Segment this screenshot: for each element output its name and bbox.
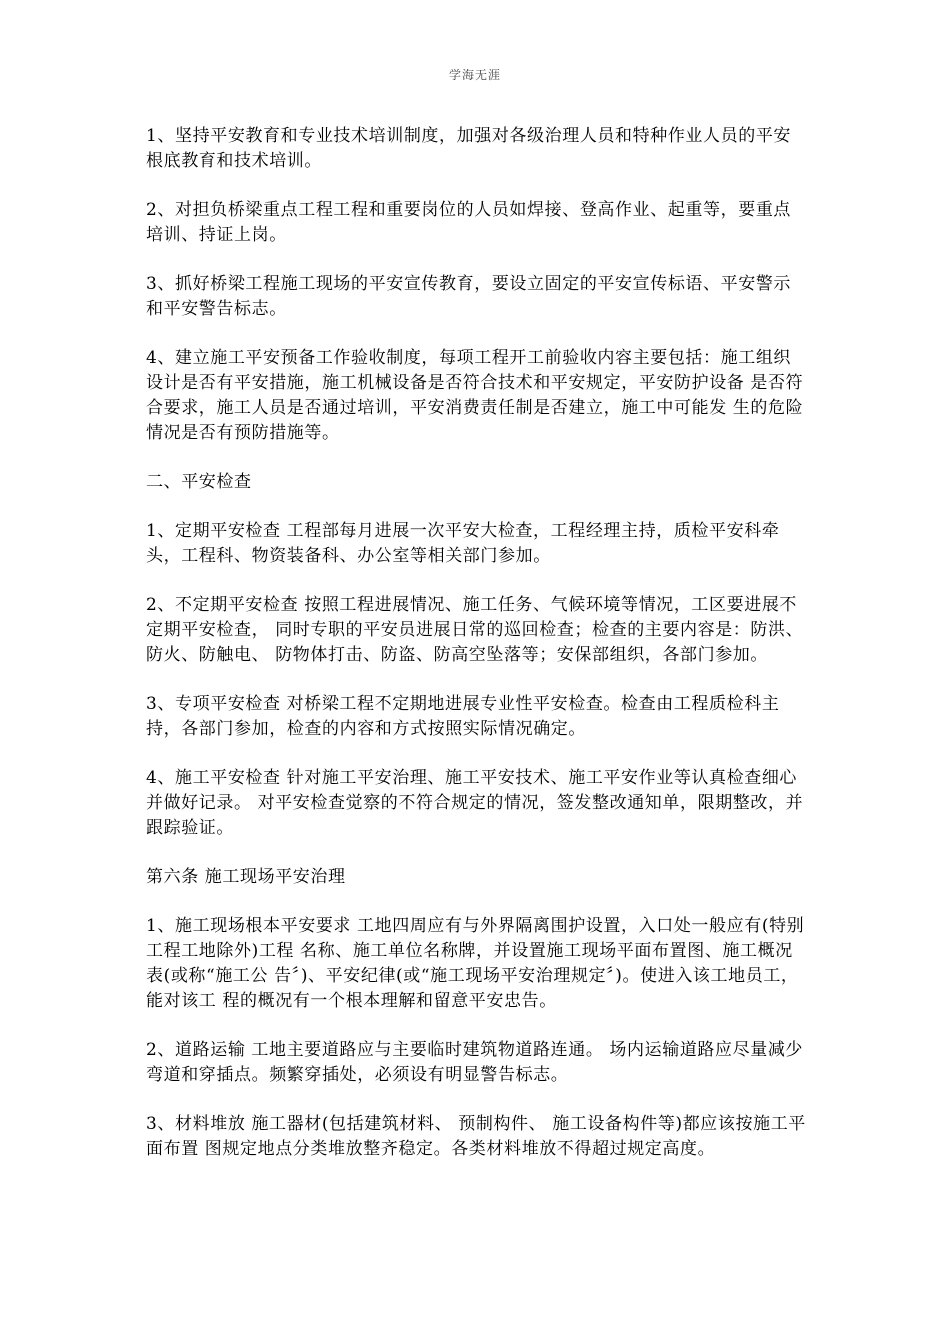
paragraph-key-positions: 2、对担负桥梁重点工程工程和重要岗位的人员如焊接、登高作业、起重等，要重点培训、持证上岗。	[146, 200, 792, 245]
paragraph-publicity: 3、抓好桥梁工程施工现场的平安宣传教育，要设立固定的平安宣传标语、平安警示和平安警告标志。	[146, 274, 792, 319]
paragraph-irregular-inspection: 2、不定期平安检查 按照工程进展情况、施工任务、气候环境等情况，工区要进展不定期平安检查， 同时专职的平安员进展日常的巡回检查；检查的主要内容是：防洪、防火、防触电、 防物体打击、防盗、防高空坠落等；安保部组织，各部门参加。	[146, 595, 804, 665]
paragraph-special-inspection: 3、专项平安检查 对桥梁工程不定期地进展专业性平安检查。检查由工程质检科主持，各部门参加，检查的内容和方式按照实际情况确定。	[146, 694, 780, 739]
paragraph-material-stacking: 3、材料堆放 施工器材(包括建筑材料、 预制构件、 施工设备构件等)都应该按施工平面布置 图规定地点分类堆放整齐稳定。各类材料堆放不得超过规定高度。	[146, 1114, 806, 1159]
section-heading-article-six: 第六条 施工现场平安治理	[146, 867, 346, 887]
paragraph-construction-inspection: 4、施工平安检查 针对施工平安治理、施工平安技术、施工平安作业等认真检查细心并做好记录。 对平安检查觉察的不符合规定的情况，签发整改通知单，限期整改，并跟踪验证。	[146, 768, 804, 838]
section-heading-inspection: 二、平安检查	[146, 472, 252, 492]
paragraph-road-transport: 2、道路运输 工地主要道路应与主要临时建筑物道路连通。 场内运输道路应尽量减少弯道和穿插点。频繁穿插处，必须设有明显警告标志。	[146, 1040, 804, 1085]
paragraph-training: 1、坚持平安教育和专业技术培训制度，加强对各级治理人员和特种作业人员的平安根底教育和技术培训。	[146, 126, 792, 171]
paragraph-regular-inspection: 1、定期平安检查 工程部每月进展一次平安大检查，工程经理主持，质检平安科牵头，工程科、物资装备科、办公室等相关部门参加。	[146, 521, 780, 566]
paragraph-site-requirements: 1、施工现场根本平安要求 工地四周应有与外界隔离围护设置，入口处一般应有(特别工程工地除外)工程 名称、施工单位名称牌，并设置施工现场平面布置图、施工概况表(或称“施工公 告〞)、平安纪律(或“施工现场平安治理规定〞)。使进入该工地员工，能对该工 程的概况有一个根本理解和留意平安忠告。	[146, 916, 805, 1011]
paragraph-acceptance: 4、建立施工平安预备工作验收制度，每项工程开工前验收内容主要包括：施工组织设计是否有平安措施，施工机械设备是否符合技术和平安规定，平安防护设备 是否符合要求，施工人员是否通过培训，平安消费责任制是否建立，施工中可能发 生的危险情况是否有预防措施等。	[146, 348, 804, 443]
page-header: 学海无涯	[448, 68, 501, 82]
document-body	[146, 124, 806, 1186]
